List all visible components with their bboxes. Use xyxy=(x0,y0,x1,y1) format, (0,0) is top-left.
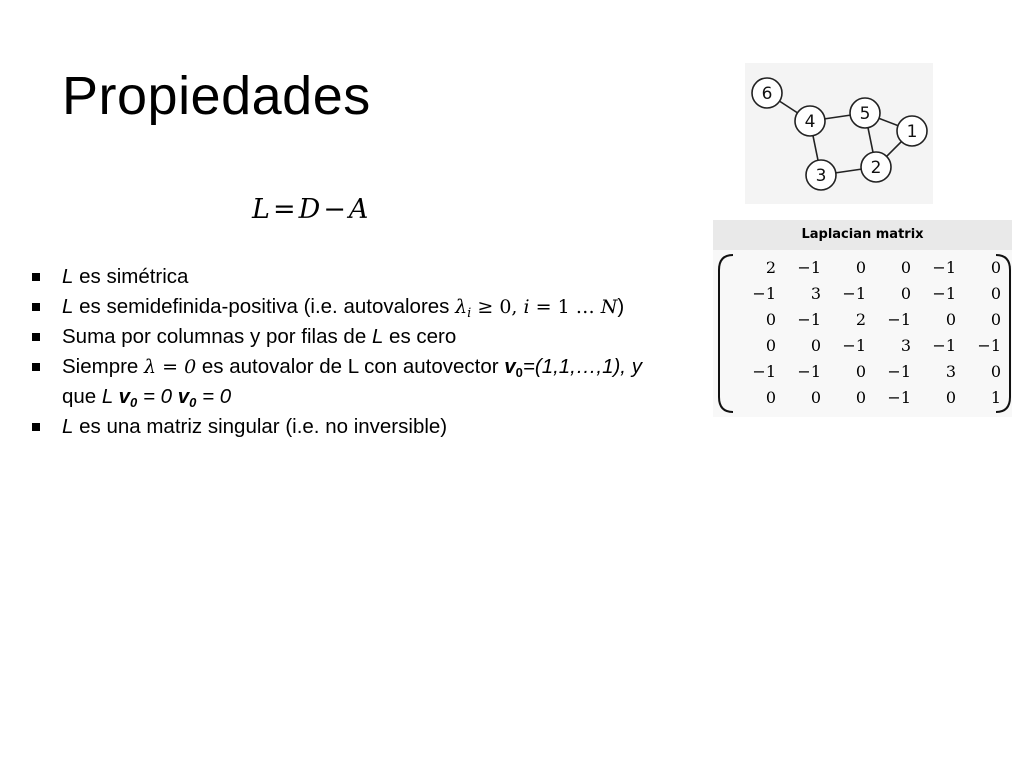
matrix-row xyxy=(733,306,1003,332)
math-text: ≥ 0, xyxy=(471,296,524,318)
vector-subscript: 0 xyxy=(515,365,523,380)
laplacian-matrix-figure xyxy=(713,220,1012,417)
matrix-cell: −1 xyxy=(887,309,911,329)
bullet-square-icon xyxy=(32,273,40,281)
lambda-subscript: i xyxy=(467,306,472,321)
matrix-row xyxy=(733,384,1003,410)
vector-v: v xyxy=(177,385,190,408)
bullet-text: = 0 xyxy=(196,385,232,408)
graph-node-label: 2 xyxy=(870,158,882,178)
graph-node-label: 1 xyxy=(906,122,918,142)
matrix-cell: 0 xyxy=(945,309,956,329)
matrix-cell: 3 xyxy=(945,361,956,381)
matrix-cell: 0 xyxy=(855,257,866,277)
formula-equals: = xyxy=(272,194,296,225)
matrix-cell: −1 xyxy=(842,283,866,303)
matrix-cell: 3 xyxy=(900,335,911,355)
matrix-cell: 0 xyxy=(990,309,1001,329)
matrix-cell: 3 xyxy=(810,283,821,303)
vector-value: =(1,1,…,1), y xyxy=(522,355,642,378)
bullet-square-icon xyxy=(32,303,40,311)
matrix-body xyxy=(713,250,1012,417)
matrix-cell: 0 xyxy=(945,387,956,407)
bullet-zero-eigenvalue xyxy=(32,352,732,412)
bullet-text: es autovalor de L con autovector xyxy=(196,355,505,378)
bullet-text: Siempre xyxy=(62,355,145,378)
eigenvalue-condition xyxy=(455,296,618,321)
bullet-text: que xyxy=(62,385,102,408)
matrix-row xyxy=(733,280,1003,306)
slide-title: Propiedades xyxy=(62,66,371,126)
matrix-row xyxy=(733,332,1003,358)
laplacian-formula xyxy=(252,193,368,227)
matrix-cell: 0 xyxy=(810,335,821,355)
formula-L: L xyxy=(252,194,270,225)
matrix-cell: −1 xyxy=(932,283,956,303)
math-text: λ = 0 xyxy=(144,356,197,378)
left-paren-icon xyxy=(719,255,733,412)
matrix-cell: 1 xyxy=(990,387,1001,407)
bullet-var: L xyxy=(371,325,384,348)
matrix-cell: −1 xyxy=(752,283,776,303)
math-N: N xyxy=(600,296,618,318)
matrix-cell: 0 xyxy=(990,283,1001,303)
bullet-text: = 0 xyxy=(137,385,178,408)
matrix-cell: 0 xyxy=(765,387,776,407)
matrix-cell: 0 xyxy=(900,283,911,303)
matrix-cell: −1 xyxy=(932,335,956,355)
graph-figure xyxy=(745,63,933,204)
graph-svg xyxy=(745,63,933,204)
bullet-square-icon xyxy=(32,423,40,431)
graph-node-label: 5 xyxy=(859,104,871,124)
lambda-zero xyxy=(144,356,196,378)
math-index: i xyxy=(523,296,530,318)
matrix-cell: 0 xyxy=(810,387,821,407)
bullet-text: ) xyxy=(617,295,625,318)
matrix-cell: −1 xyxy=(887,387,911,407)
matrix-cell: −1 xyxy=(977,335,1001,355)
graph-node-label: 4 xyxy=(804,112,816,132)
matrix-cell: −1 xyxy=(797,309,821,329)
bullet-var: L xyxy=(62,415,74,438)
matrix-cell: −1 xyxy=(797,361,821,381)
bullet-text: es cero xyxy=(383,325,457,348)
bullet-var: L xyxy=(62,265,74,288)
matrix-cell: 0 xyxy=(990,361,1001,381)
vector-v: v xyxy=(504,355,516,378)
bullet-symmetric xyxy=(32,262,732,292)
vector-v: v xyxy=(118,385,131,408)
matrix-cell: 0 xyxy=(855,387,866,407)
matrix-cell: 0 xyxy=(765,335,776,355)
formula-D: D xyxy=(298,194,321,225)
matrix-cell: 0 xyxy=(900,257,911,277)
bullet-var: L xyxy=(101,385,119,408)
graph-node-label: 6 xyxy=(761,84,773,104)
bullet-semidefinite xyxy=(32,292,732,322)
bullet-text: es semidefinida-positiva (i.e. autovalores xyxy=(73,295,456,318)
matrix-cell: −1 xyxy=(932,257,956,277)
matrix-table xyxy=(733,254,1003,410)
matrix-row xyxy=(733,254,1003,280)
formula-minus: − xyxy=(323,194,346,225)
formula-A: A xyxy=(348,194,369,225)
math-text: = 1 … xyxy=(529,296,601,318)
bullet-square-icon xyxy=(32,333,40,341)
matrix-cell: −1 xyxy=(887,361,911,381)
matrix-cell: 2 xyxy=(855,309,866,329)
vector-subscript: 0 xyxy=(189,395,197,410)
bullet-text: Suma por columnas y por filas de xyxy=(62,325,372,348)
matrix-cell: −1 xyxy=(842,335,866,355)
bullet-text: es una matriz singular (i.e. no inversible) xyxy=(73,415,448,438)
bullet-row-col-sum xyxy=(32,322,732,352)
matrix-cell: −1 xyxy=(752,361,776,381)
bullet-singular xyxy=(32,412,732,442)
bullet-square-icon xyxy=(32,363,40,371)
matrix-cell: 0 xyxy=(765,309,776,329)
matrix-header: Laplacian matrix xyxy=(713,220,1012,250)
matrix-cell: −1 xyxy=(797,257,821,277)
matrix-cell: 0 xyxy=(990,257,1001,277)
vector-subscript: 0 xyxy=(130,395,138,410)
lambda-symbol: λ xyxy=(455,296,468,318)
bullet-var: L xyxy=(62,295,74,318)
matrix-cell: 0 xyxy=(855,361,866,381)
graph-node-label: 3 xyxy=(815,166,827,186)
bullet-text: es simétrica xyxy=(73,265,189,288)
matrix-row xyxy=(733,358,1003,384)
matrix-cell: 2 xyxy=(765,257,776,277)
properties-list xyxy=(32,262,732,442)
